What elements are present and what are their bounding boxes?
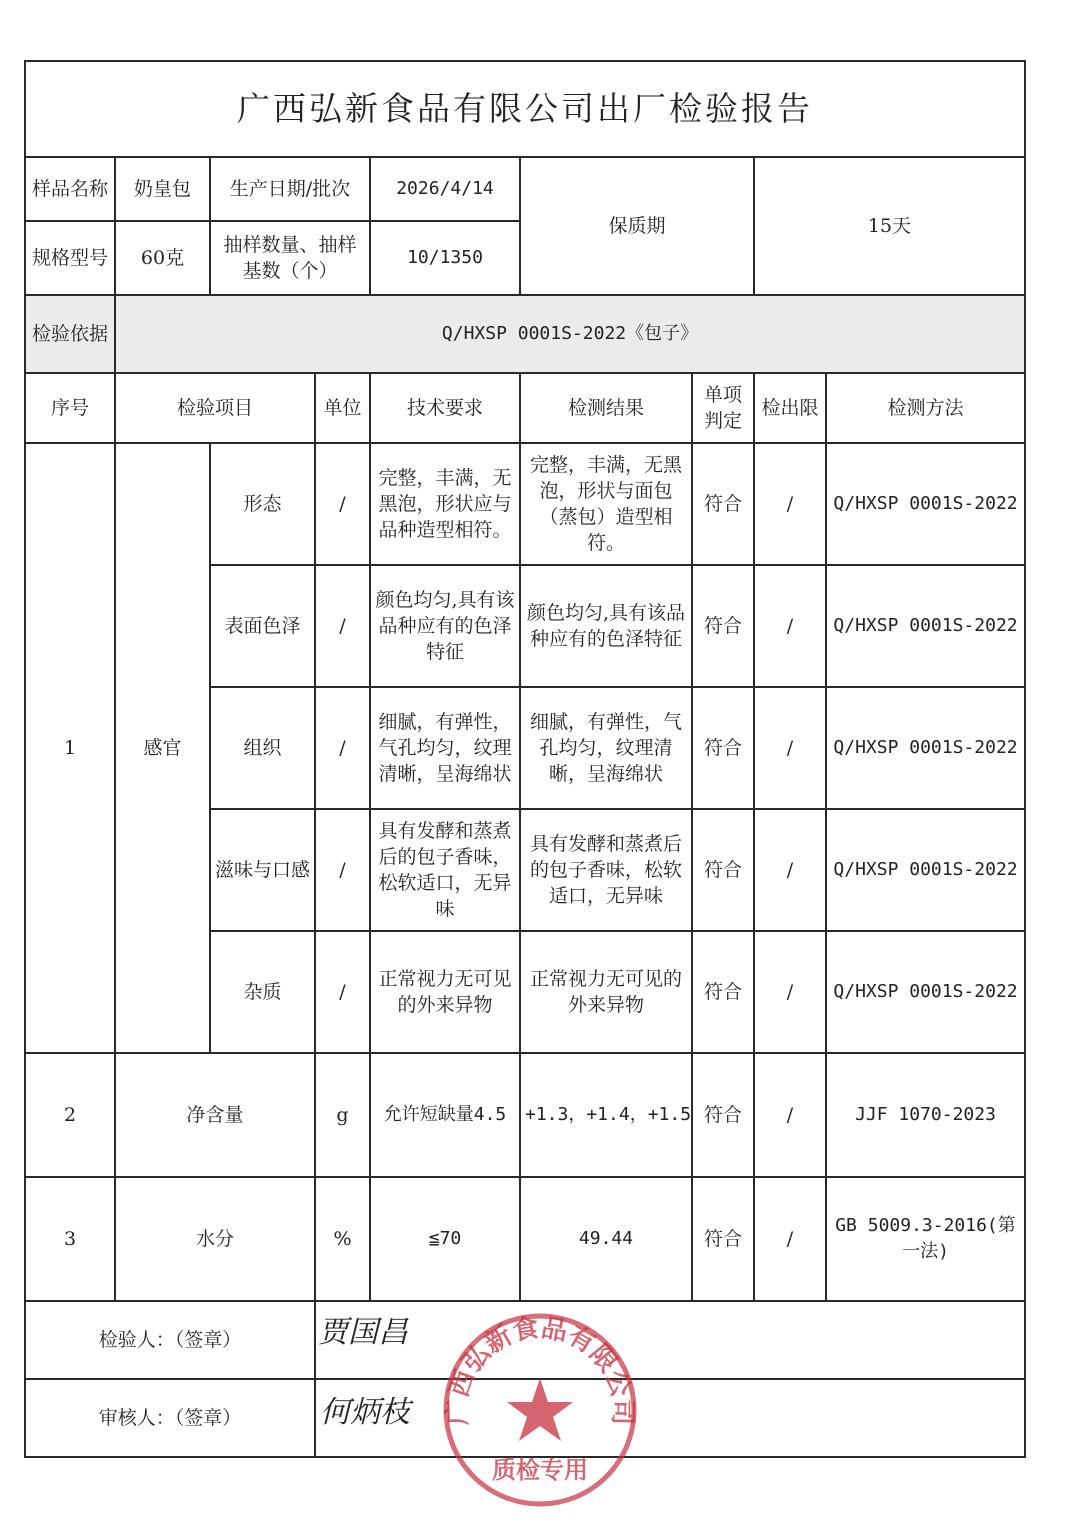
reviewer-label: 审核人：（签章） [25,1379,315,1457]
row-item: 滋味与口感 [210,809,315,931]
row-requirement: 颜色均匀,具有该品种应有的色泽特征 [370,565,520,687]
reviewer-signature: 何炳枝 [320,1395,410,1430]
company-seal [440,1310,640,1510]
row-result: 颜色均匀,具有该品种应有的色泽特征 [520,565,692,687]
spec-value: 60克 [115,221,210,295]
row-method: Q/HXSP 0001S-2022 [826,931,1025,1053]
row-judgment: 符合 [692,443,754,565]
row-result: 具有发酵和蒸煮后的包子香味，松软适口，无异味 [520,809,692,931]
report-table [24,60,1026,1458]
row-limit: / [754,1177,826,1301]
sample-name-label: 样品名称 [25,157,115,221]
row-limit: / [754,931,826,1053]
row-unit: / [315,687,370,809]
header-unit: 单位 [315,373,370,443]
row-item: 净含量 [115,1053,315,1177]
row-method: Q/HXSP 0001S-2022 [826,687,1025,809]
row-unit: / [315,931,370,1053]
row-result: 正常视力无可见的外来异物 [520,931,692,1053]
row-limit: / [754,687,826,809]
row-judgment: 符合 [692,809,754,931]
inspection-report [24,60,1024,1440]
row-result: 细腻，有弹性，气孔均匀，纹理清晰，呈海绵状 [520,687,692,809]
shelf-life-label: 保质期 [520,157,754,295]
header-method: 检测方法 [826,373,1025,443]
seal-bottom-text: 质检专用 [492,1456,588,1484]
header-result: 检测结果 [520,373,692,443]
header-seq: 序号 [25,373,115,443]
prod-date-label: 生产日期/批次 [210,157,370,221]
table-row [25,443,1025,565]
header-limit: 检出限 [754,373,826,443]
sensory-seq: 1 [25,443,115,1053]
row-unit: g [315,1053,370,1177]
row-unit: / [315,565,370,687]
row-result: 完整，丰满，无黑泡，形状与面包（蒸包）造型相符。 [520,443,692,565]
sampling-label: 抽样数量、抽样基数（个） [210,221,370,295]
row-judgment: 符合 [692,687,754,809]
row-unit: / [315,809,370,931]
row-judgment: 符合 [692,1053,754,1177]
inspector-signature-cell [315,1301,1025,1379]
row-seq: 2 [25,1053,115,1177]
row-result: +1.3，+1.4，+1.5 [520,1053,692,1177]
inspector-label: 检验人：（签章） [25,1301,315,1379]
row-requirement: 具有发酵和蒸煮后的包子香味，松软适口，无异味 [370,809,520,931]
row-item: 水分 [115,1177,315,1301]
row-item: 表面色泽 [210,565,315,687]
row-judgment: 符合 [692,565,754,687]
row-requirement: 正常视力无可见的外来异物 [370,931,520,1053]
shelf-life-value: 15天 [754,157,1025,295]
row-method: JJF 1070-2023 [826,1053,1025,1177]
row-limit: / [754,809,826,931]
inspector-signature: 贾国昌 [318,1315,408,1350]
row-limit: / [754,443,826,565]
row-unit: % [315,1177,370,1301]
report-title: 广西弘新食品有限公司出厂检验报告 [25,61,1025,157]
header-item: 检验项目 [115,373,315,443]
row-requirement: ≦70 [370,1177,520,1301]
row-requirement: 细腻，有弹性，气孔均匀，纹理清晰，呈海绵状 [370,687,520,809]
row-requirement: 完整，丰满，无黑泡，形状应与品种造型相符。 [370,443,520,565]
seal-top-text: 广西弘新食品有限公司 [442,1313,638,1426]
table-row [25,1053,1025,1177]
row-judgment: 符合 [692,1177,754,1301]
header-requirement: 技术要求 [370,373,520,443]
basis-label: 检验依据 [25,295,115,373]
row-seq: 3 [25,1177,115,1301]
row-item: 组织 [210,687,315,809]
row-method: Q/HXSP 0001S-2022 [826,809,1025,931]
sensory-group: 感官 [115,443,210,1053]
reviewer-signature-cell [315,1379,1025,1457]
row-judgment: 符合 [692,931,754,1053]
row-method: GB 5009.3-2016(第一法) [826,1177,1025,1301]
row-unit: / [315,443,370,565]
sample-name-value: 奶皇包 [115,157,210,221]
row-requirement: 允许短缺量4.5 [370,1053,520,1177]
spec-label: 规格型号 [25,221,115,295]
row-limit: / [754,565,826,687]
row-method: Q/HXSP 0001S-2022 [826,565,1025,687]
row-item: 形态 [210,443,315,565]
row-method: Q/HXSP 0001S-2022 [826,443,1025,565]
prod-date-value: 2026/4/14 [370,157,520,221]
table-row [25,1177,1025,1301]
seal-star-icon [507,1378,573,1441]
row-limit: / [754,1053,826,1177]
row-result: 49.44 [520,1177,692,1301]
header-judgment: 单项判定 [692,373,754,443]
sampling-value: 10/1350 [370,221,520,295]
basis-value: Q/HXSP 0001S-2022《包子》 [115,295,1025,373]
row-item: 杂质 [210,931,315,1053]
